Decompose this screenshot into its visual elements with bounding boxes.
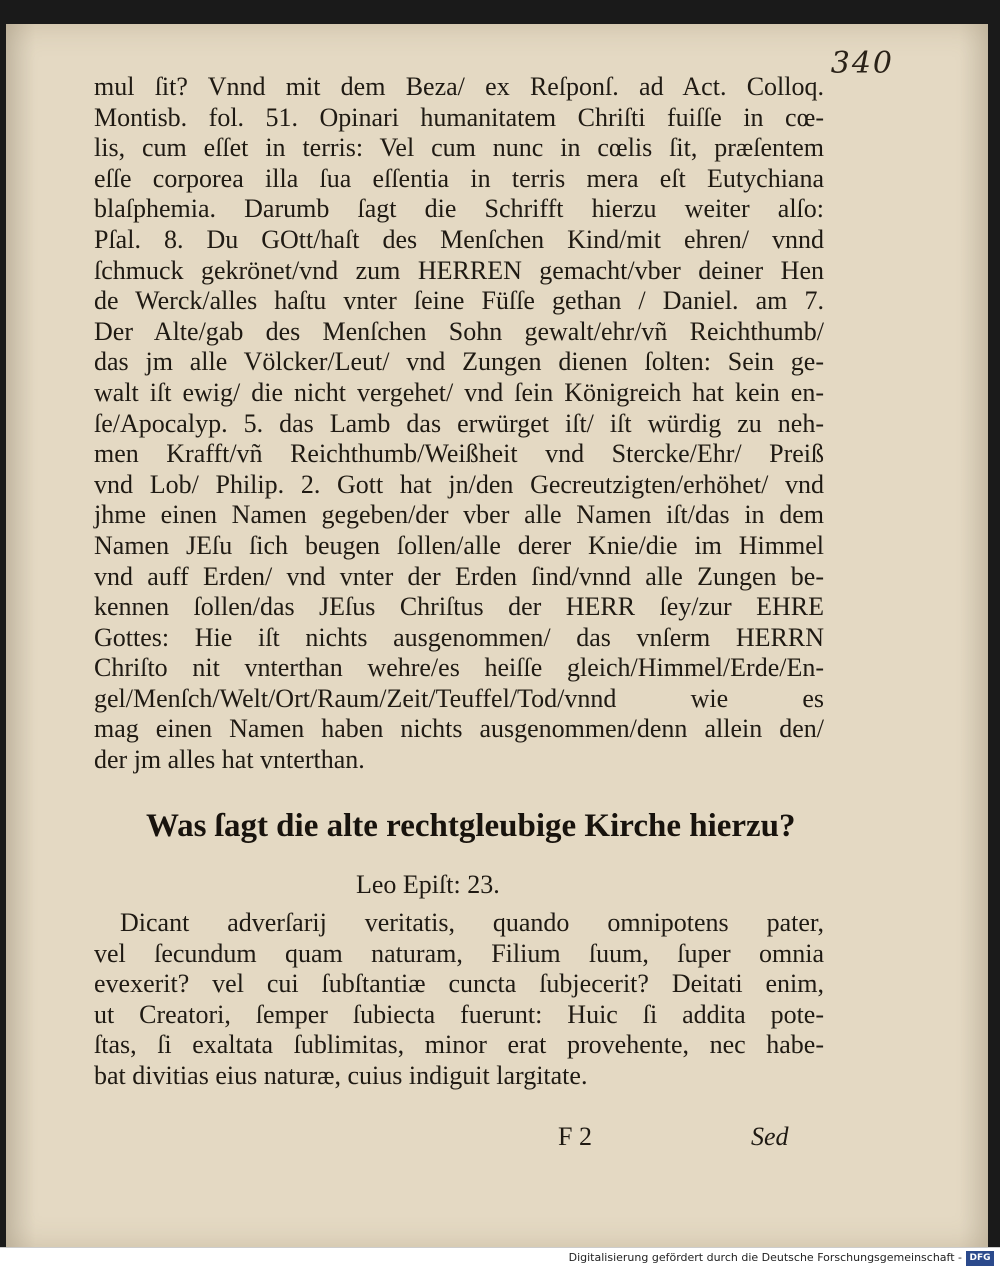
body-text-line: Pſal. 8. Du GOtt/haſt des Menſchen Kind/mit ehren/ vnnd [94, 224, 824, 254]
latin-quote-line: ſtas, ſi exaltata ſublimitas, minor erat provehente, nec habe- [94, 1030, 824, 1060]
footer-credit: Digitalisierung gefördert durch die Deutsche Forschungsgemeinschaft - [568, 1251, 962, 1264]
body-text-line: mag einen Namen haben nichts ausgenommen/denn allein den/ [94, 714, 824, 744]
body-text-line: mul ſit? Vnnd mit dem Beza/ ex Reſponſ. ad Act. Colloq. [94, 72, 824, 101]
body-text-line: vnd auff Erden/ vnd vnter der Erden ſind/vnnd alle Zungen be- [94, 561, 824, 591]
body-text-line: das jm alle Völcker/Leut/ vnd Zungen dienen ſolten: Sein ge- [94, 347, 824, 377]
body-text-line: walt iſt ewig/ die nicht vergehet/ vnd ſein Königreich hat kein en- [94, 377, 824, 407]
catchword: Sed [751, 1122, 789, 1151]
body-text-line: ſchmuck gekrönet/vnd zum HERREN gemacht/vber deiner Hen [94, 255, 824, 285]
dfg-logo[interactable]: DFG [966, 1251, 994, 1266]
signature-mark: F 2 [558, 1122, 592, 1151]
body-text-line: Chriſto nit vnterthan wehre/es heiſſe gleich/Himmel/Erde/En- [94, 653, 824, 683]
body-text-line: Gottes: Hie iſt nichts ausgenommen/ das vnſerm HERRN [94, 622, 824, 652]
body-text-line: vnd Lob/ Philip. 2. Gott hat jn/den Gecreutzigten/erhöhet/ vnd [94, 469, 824, 499]
section-heading: Was ſagt die alte rechtgleubige Kirche hierzu? [146, 808, 796, 844]
footer-bar [0, 1247, 1000, 1270]
latin-quote-line: bat divitias eius naturæ, cuius indiguit largitate. [94, 1060, 588, 1090]
body-text-line: blaſphemia. Darumb ſagt die Schrifft hierzu weiter alſo: [94, 194, 824, 224]
latin-quote-line: Dicant adverſarij veritatis, quando omnipotens pater, [120, 908, 824, 937]
latin-quote-line: evexerit? vel cui ſubſtantiæ cuncta ſubjecerit? Deitati enim, [94, 969, 824, 999]
body-text-line: Namen JEſu ſich beugen ſollen/alle derer Knie/die im Himmel [94, 530, 824, 560]
body-text-line: Montisb. fol. 51. Opinari humanitatem Chriſti fuiſſe in cœ- [94, 102, 824, 132]
body-text-line: men Krafft/vñ Reichthumb/Weißheit vnd Stercke/Ehr/ Preiß [94, 439, 824, 469]
body-text-line: lis, cum eſſet in terris: Vel cum nunc in cœlis ſit, præſentem [94, 133, 824, 163]
latin-quote [94, 908, 824, 1092]
body-text-line: Der Alte/gab des Menſchen Sohn gewalt/ehr/vñ Reichthumb/ [94, 316, 824, 346]
latin-quote-line: vel ſecundum quam naturam, Filium ſuum, ſuper omnia [94, 938, 824, 968]
body-text-line: eſſe corporea illa ſua eſſentia in terris mera eſt Eutychiana [94, 163, 824, 193]
body-text-line: gel/Menſch/Welt/Ort/Raum/Zeit/Teuffel/Tod/vnnd wie es [94, 683, 824, 713]
citation: Leo Epiſt: 23. [356, 870, 500, 899]
folio-number: 340 [830, 46, 894, 81]
latin-quote-line: ut Creatori, ſemper ſubiecta fuerunt: Huic ſi addita pote- [94, 999, 824, 1029]
body-text-line: jhme einen Namen gegeben/der vber alle Namen iſt/das in dem [94, 500, 824, 530]
body-text-line: der jm alles hat vnterthan. [94, 745, 365, 775]
body-text-line: kennen ſollen/das JEſus Chriſtus der HERR ſey/zur EHRE [94, 592, 824, 622]
scanned-page [6, 24, 988, 1249]
body-text [94, 72, 824, 776]
body-text-line: de Werck/alles haſtu vnter ſeine Füſſe gethan / Daniel. am 7. [94, 286, 824, 316]
body-text-line: ſe/Apocalyp. 5. das Lamb das erwürget iſt/ iſt würdig zu neh- [94, 408, 824, 438]
